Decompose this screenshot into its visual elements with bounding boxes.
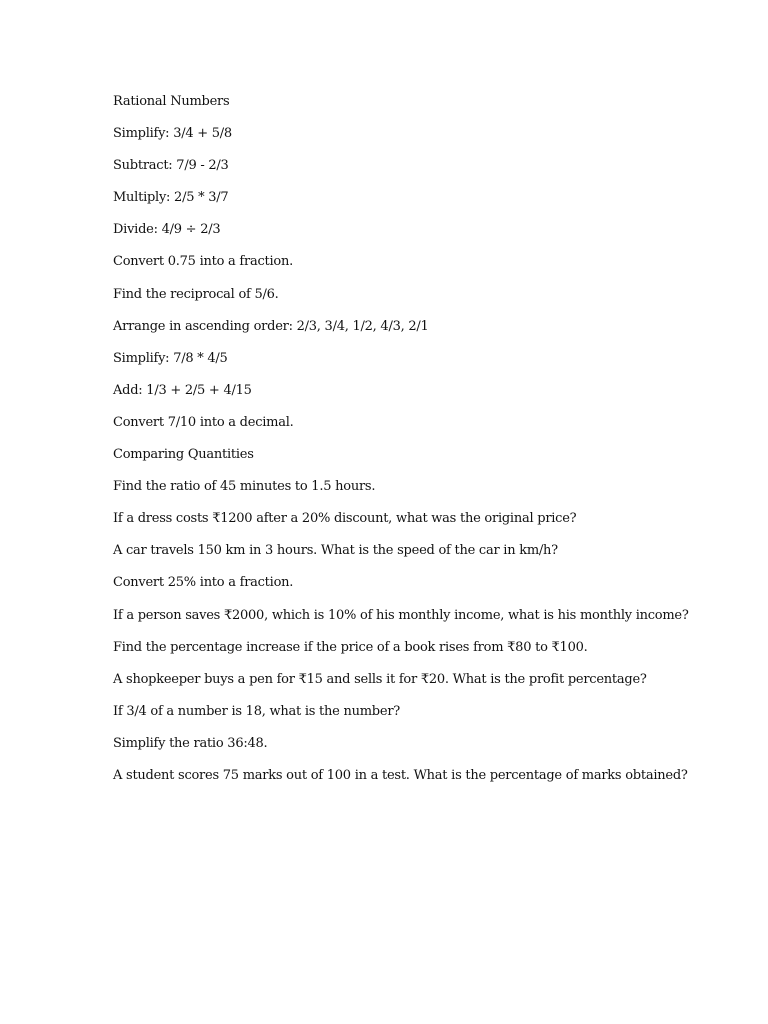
question-line: Find the ratio of 45 minutes to 1.5 hours. [113, 479, 376, 495]
question-line: Arrange in ascending order: 2/3, 3/4, 1/2, 4/3, 2/1 [113, 318, 429, 334]
question-line: A car travels 150 km in 3 hours. What is the speed of the car in km/h? [113, 543, 558, 559]
question-line: A shopkeeper buys a pen for ₹15 and sells it for ₹20. What is the profit percentage? [113, 671, 647, 687]
section-heading-comparing-quantities: Comparing Quantities [113, 447, 254, 463]
section-heading-rational-numbers: Rational Numbers [113, 94, 230, 109]
question-line: If 3/4 of a number is 18, what is the number? [113, 703, 401, 719]
question-line: Find the percentage increase if the price of a book rises from ₹80 to ₹100. [113, 639, 588, 655]
question-line: Subtract: 7/9 - 2/3 [113, 158, 229, 174]
question-line: Multiply: 2/5 * 3/7 [113, 190, 229, 206]
question-line: Add: 1/3 + 2/5 + 4/15 [113, 382, 252, 398]
question-line: Find the reciprocal of 5/6. [113, 286, 279, 302]
question-line: Simplify: 3/4 + 5/8 [113, 126, 232, 142]
question-line: Convert 25% into a fraction. [113, 575, 294, 591]
question-line: Simplify: 7/8 * 4/5 [113, 350, 228, 366]
question-line: Divide: 4/9 ÷ 2/3 [113, 222, 221, 238]
question-line: Convert 0.75 into a fraction. [113, 254, 293, 270]
question-line: If a person saves ₹2000, which is 10% of his monthly income, what is his monthly income? [113, 607, 689, 623]
question-line: Simplify the ratio 36:48. [113, 735, 268, 751]
question-line: A student scores 75 marks out of 100 in a test. What is the percentage of marks obtained? [113, 767, 688, 783]
document-body [113, 92, 733, 798]
question-line: If a dress costs ₹1200 after a 20% discount, what was the original price? [113, 511, 577, 527]
question-line: Convert 7/10 into a decimal. [113, 414, 294, 430]
